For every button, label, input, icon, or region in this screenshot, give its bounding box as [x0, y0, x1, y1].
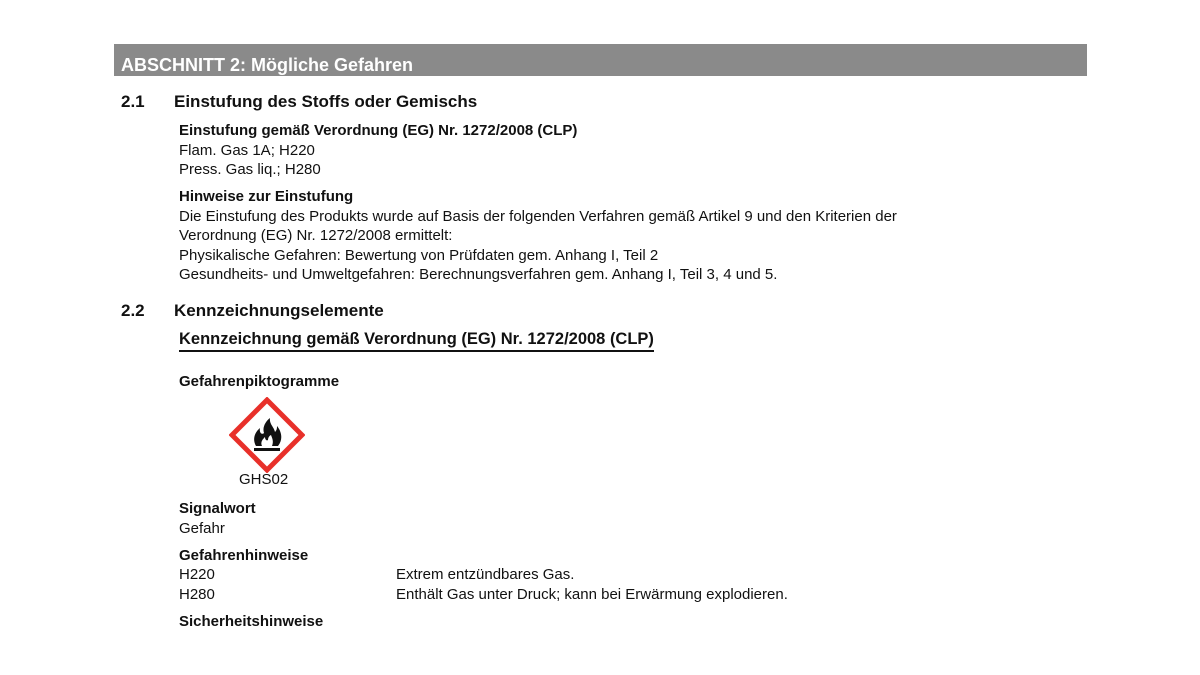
note-line: Die Einstufung des Produkts wurde auf Basis der folgenden Verfahren gemäß Artikel 9 und den Kriterien der: [179, 207, 897, 225]
ghs02-flame-icon: [229, 397, 305, 473]
precautionary-statements-heading: Sicherheitshinweise: [179, 613, 324, 630]
section-2-2-number: 2.2: [121, 301, 145, 320]
classification-line: Press. Gas liq.; H280: [179, 161, 321, 178]
classification-notes-block: [179, 187, 897, 285]
classification-notes-heading: Hinweise zur Einstufung: [179, 188, 354, 205]
signal-word: Gefahr: [179, 519, 225, 537]
hazard-code: H220: [179, 566, 215, 583]
classification-line: Flam. Gas 1A; H220: [179, 141, 315, 159]
signal-word-heading: Signalwort: [179, 500, 256, 517]
clp-label-heading: Kennzeichnung gemäß Verordnung (EG) Nr. 1272/2008 (CLP): [179, 330, 654, 352]
section-2-2-title: Kennzeichnungselemente: [174, 301, 384, 320]
signal-word-block: [179, 499, 256, 538]
hazard-code: H280: [179, 586, 215, 603]
section-2-1-number: 2.1: [121, 92, 145, 111]
hazard-text: Extrem entzündbares Gas.: [396, 566, 575, 583]
pictogram-code: GHS02: [239, 471, 289, 488]
pictograms-heading: Gefahrenpiktogramme: [179, 373, 340, 390]
hazard-statements-heading: Gefahrenhinweise: [179, 547, 309, 564]
section-header: ABSCHNITT 2: Mögliche Gefahren: [114, 44, 1087, 76]
classification-block: [179, 121, 577, 180]
section-2-1-title: Einstufung des Stoffs oder Gemischs: [174, 92, 478, 111]
note-line: Physikalische Gefahren: Bewertung von Prüfdaten gem. Anhang I, Teil 2: [179, 246, 659, 264]
note-line: Gesundheits- und Umweltgefahren: Berechnungsverfahren gem. Anhang I, Teil 3, 4 und 5.: [179, 266, 778, 283]
note-line: Verordnung (EG) Nr. 1272/2008 ermittelt:: [179, 227, 453, 244]
clp-classification-heading: Einstufung gemäß Verordnung (EG) Nr. 1272/2008 (CLP): [179, 122, 578, 139]
hazard-text: Enthält Gas unter Druck; kann bei Erwärmung explodieren.: [396, 586, 788, 603]
